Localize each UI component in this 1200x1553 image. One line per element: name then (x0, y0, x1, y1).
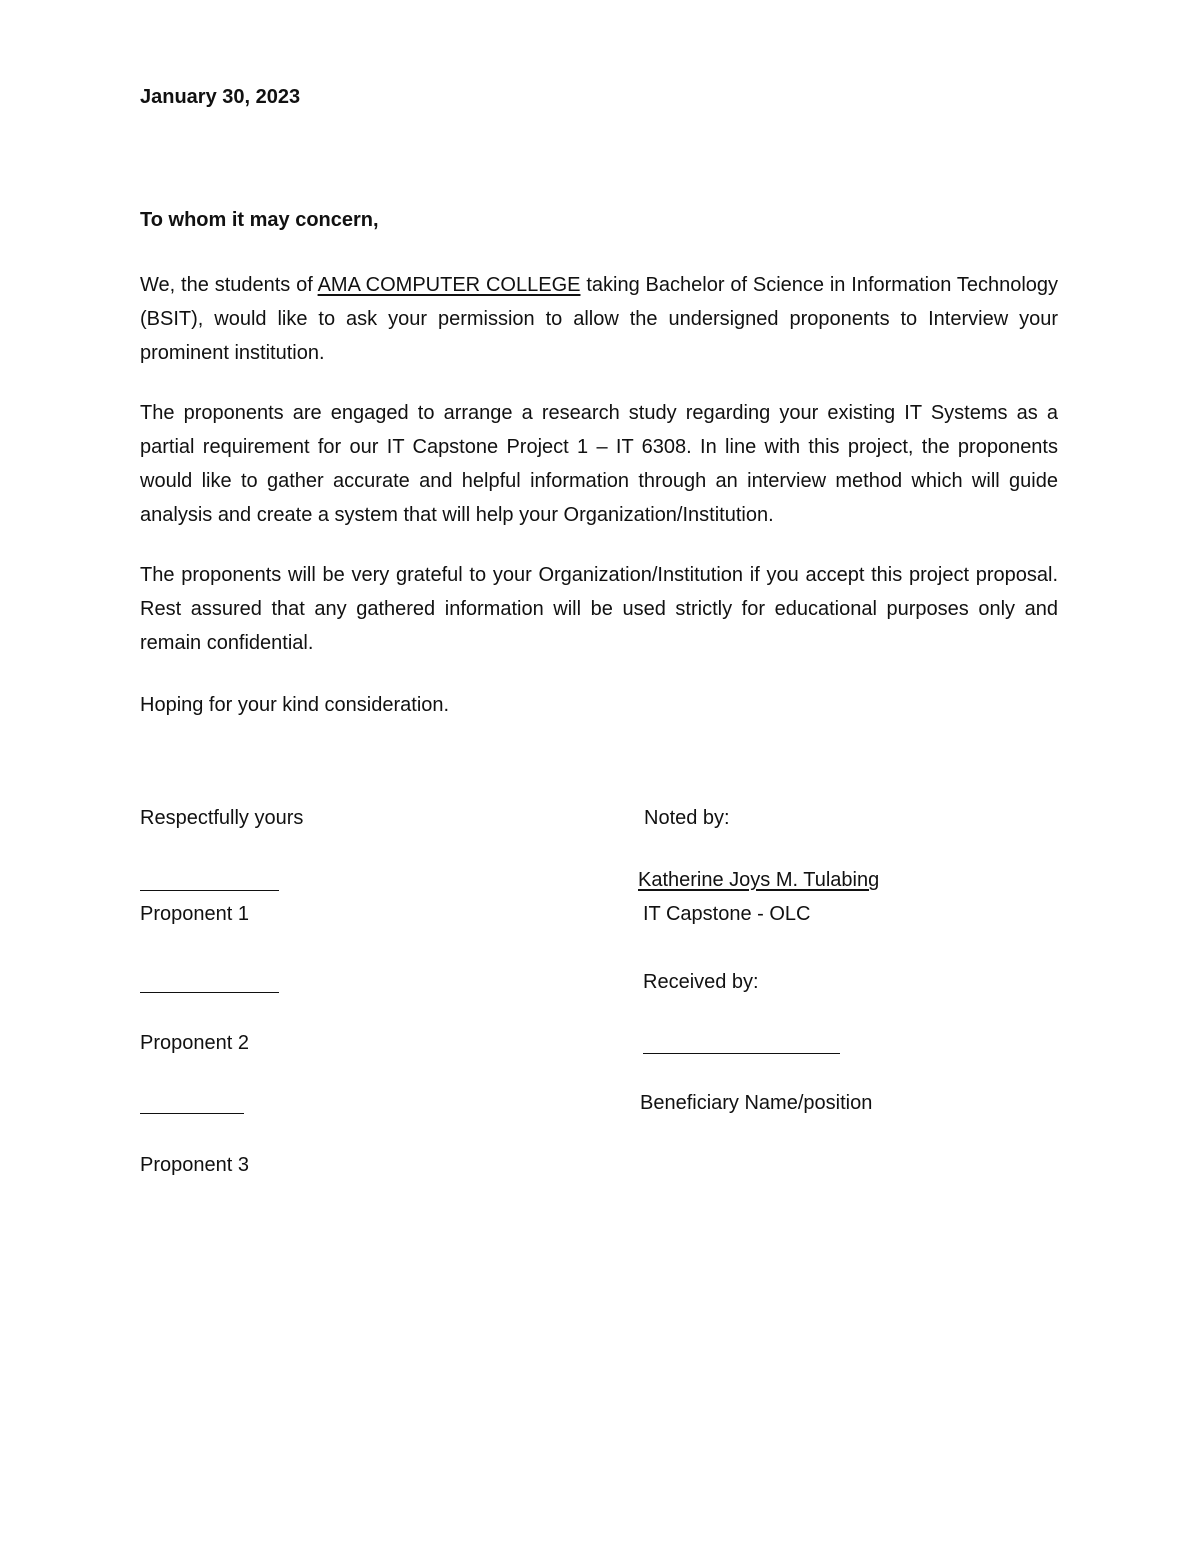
beneficiary-label: Beneficiary Name/position (640, 1092, 873, 1114)
college-name: AMA COMPUTER COLLEGE (317, 274, 581, 296)
noted-by-label: Noted by: (644, 807, 730, 829)
intro-rest-text: taking Bachelor of Science in Information Technology (BSIT), would like to ask your permission to allow the undersigned proponents to Interview your prominent institution. (140, 274, 1059, 364)
paragraph-assurance: The proponents will be very grateful to your Organization/Institution if you accept this project proposal. Rest assured that any gathered information will be used strictly for educational purposes only and remain confidential. (140, 564, 1058, 654)
signature-line-2 (140, 992, 279, 993)
paragraph-purpose: The proponents are engaged to arrange a research study regarding your existing IT Systems as a partial requirement for our IT Capstone Project 1 – IT 6308. In line with this project, the proponents would like to gather accurate and helpful information through an interview method which will guide analysis and create a system that will help your Organization/Institution. (140, 402, 1058, 526)
intro-lead-text: We, the students of (140, 274, 318, 296)
proponent-1-label: Proponent 1 (140, 903, 249, 925)
noted-by-name: Katherine Joys M. Tulabing (638, 869, 880, 891)
closing-line: Hoping for your kind consideration. (140, 694, 450, 716)
paragraph-intro (140, 268, 1058, 370)
respectfully-yours: Respectfully yours (140, 807, 304, 829)
noted-by-title: IT Capstone - OLC (643, 903, 811, 925)
salutation: To whom it may concern, (140, 209, 379, 231)
signature-line-3 (140, 1113, 244, 1114)
signature-line-1 (140, 890, 279, 891)
proponent-2-label: Proponent 2 (140, 1032, 249, 1054)
beneficiary-signature-line (643, 1053, 840, 1054)
letter-date: January 30, 2023 (140, 86, 301, 108)
received-by-label: Received by: (643, 971, 759, 993)
proponent-3-label: Proponent 3 (140, 1154, 249, 1176)
